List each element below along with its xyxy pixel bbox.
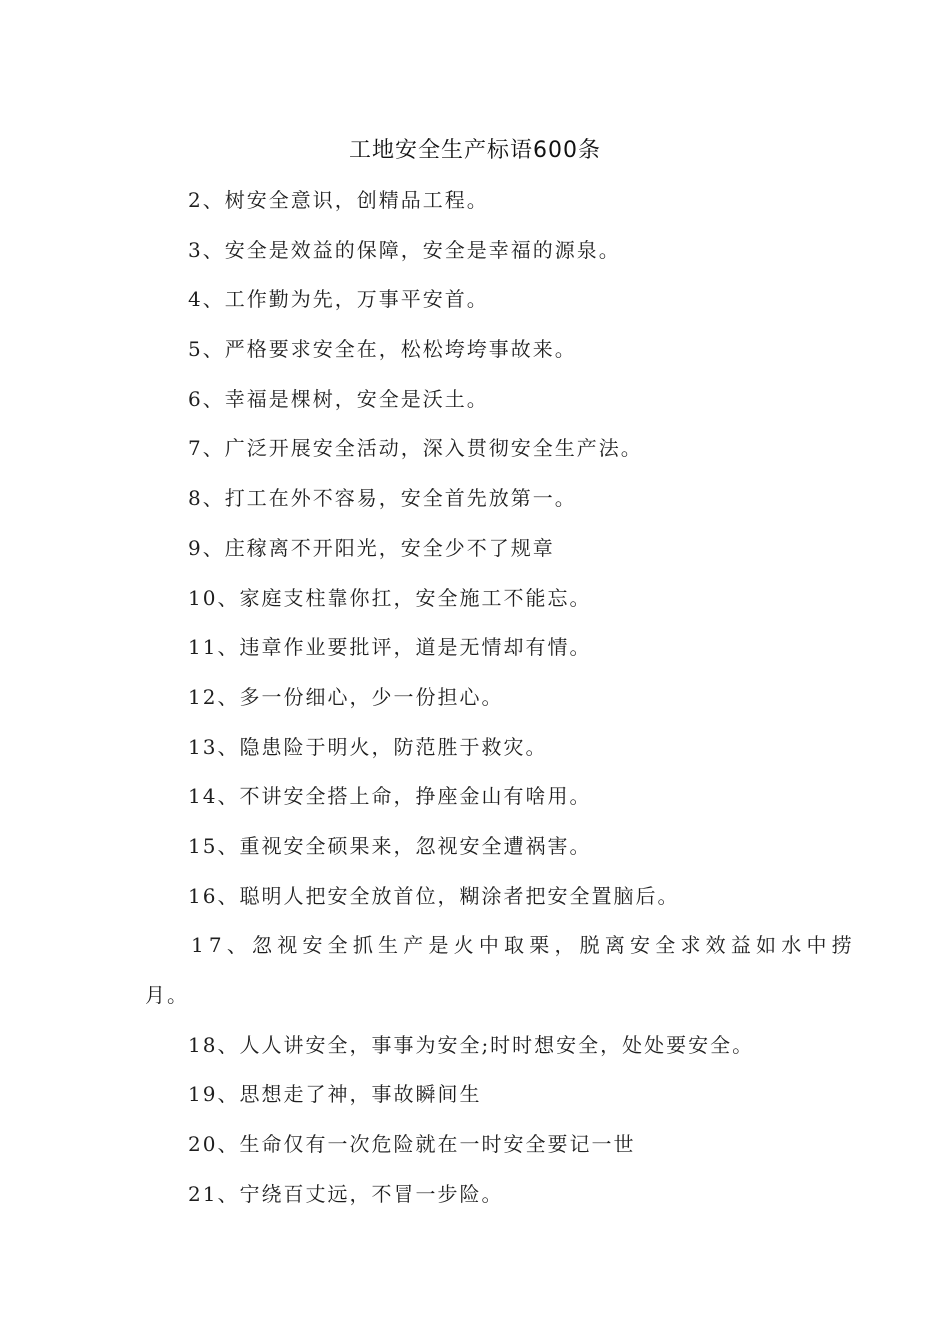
slogan-line: 19、思想走了神，事故瞬间生	[188, 1082, 482, 1107]
slogan-line: 10、家庭支柱靠你扛，安全施工不能忘。	[188, 585, 592, 610]
slogan-line: 9、庄稼离不开阳光，安全少不了规章	[188, 535, 555, 560]
document-title: 工地安全生产标语600条	[349, 138, 601, 163]
slogan-line: 8、打工在外不容易，安全首先放第一。	[188, 486, 577, 511]
slogan-line: 3、安全是效益的保障，安全是幸福的源泉。	[188, 237, 621, 262]
slogan-line: 7、广泛开展安全活动，深入贯彻安全生产法。	[188, 436, 643, 461]
slogan-line: 21、宁绕百丈远，不冒一步险。	[188, 1181, 504, 1206]
slogan-line: 16、聪明人把安全放首位，糊涂者把安全置脑后。	[188, 883, 680, 908]
slogan-line: 17、忽视安全抓生产是火中取栗，脱离安全求效益如水中捞	[191, 933, 857, 958]
slogan-line: 6、幸福是棵树，安全是沃土。	[188, 386, 489, 411]
slogan-line: 4、工作勤为先，万事平安首。	[188, 287, 489, 312]
slogan-line: 20、生命仅有一次危险就在一时安全要记一世	[188, 1132, 636, 1157]
slogan-line: 18、人人讲安全，事事为安全;时时想安全，处处要安全。	[188, 1032, 755, 1057]
slogan-line: 14、不讲安全搭上命，挣座金山有啥用。	[188, 784, 592, 809]
slogan-line: 11、违章作业要批评，道是无情却有情。	[188, 635, 592, 660]
slogan-line: 15、重视安全硕果来，忽视安全遭祸害。	[188, 833, 592, 858]
slogan-line: 13、隐患险于明火，防范胜于救灾。	[188, 734, 548, 759]
slogan-line: 5、严格要求安全在，松松垮垮事故来。	[188, 337, 577, 362]
slogan-line-continuation: 月。	[145, 983, 189, 1007]
slogan-line: 2、树安全意识，创精品工程。	[188, 188, 489, 212]
document-body	[145, 184, 857, 1227]
slogan-line: 12、多一份细心，少一份担心。	[188, 684, 504, 709]
